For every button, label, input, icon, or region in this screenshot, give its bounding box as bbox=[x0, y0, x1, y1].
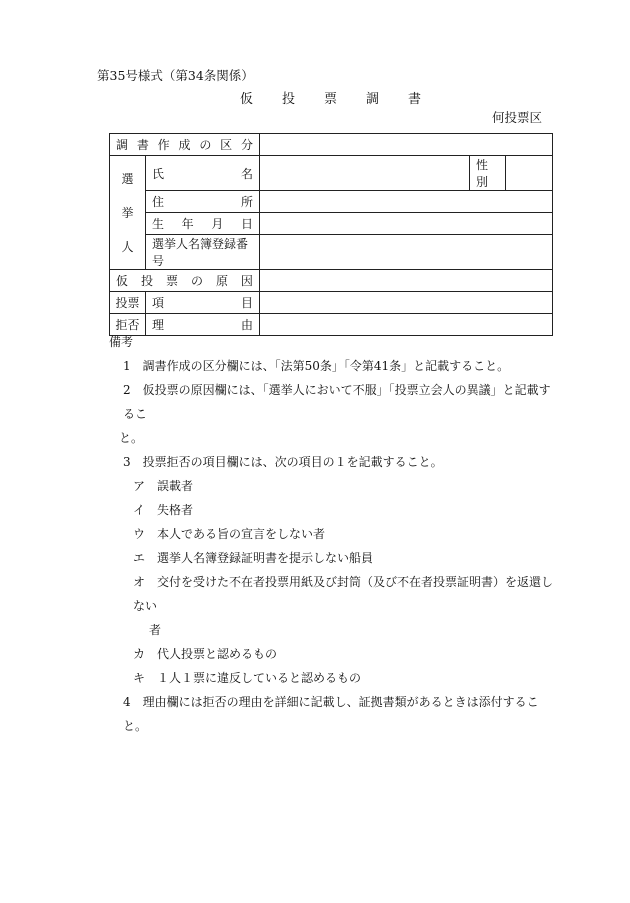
notes-heading: 備考 bbox=[109, 335, 134, 349]
label-genin: 仮 投 票 の 原 因 bbox=[110, 270, 260, 292]
notes-section bbox=[109, 330, 559, 738]
district-label: 何投票区 bbox=[491, 110, 542, 125]
label-riyu: 理 由 bbox=[146, 314, 260, 336]
field-seinengappi[interactable] bbox=[260, 213, 553, 235]
note-2-cont: と。 bbox=[119, 431, 144, 445]
document-title: 仮 投 票 調 書 bbox=[240, 92, 422, 107]
note-3-ka: カ 代人投票と認めるもの bbox=[133, 647, 278, 661]
field-shimei[interactable] bbox=[260, 156, 470, 191]
label-kubun: 調 書 作 成 の 区 分 bbox=[110, 134, 260, 156]
field-komoku[interactable] bbox=[260, 292, 553, 314]
label-bango: 選挙人名簿登録番号 bbox=[146, 235, 260, 270]
field-jusho[interactable] bbox=[260, 191, 553, 213]
note-3-e: エ 選挙人名簿登録証明書を提示しない船員 bbox=[133, 551, 374, 565]
note-3-i: イ 失格者 bbox=[133, 503, 194, 517]
note-3-o: オ 交付を受けた不在者投票用紙及び封筒（及び不在者投票証明書）を返還しない bbox=[133, 575, 554, 613]
label-seinengappi: 生 年 月 日 bbox=[146, 213, 260, 235]
field-kubun[interactable] bbox=[260, 134, 553, 156]
note-3-o-cont: 者 bbox=[149, 623, 162, 637]
note-4: 4 理由欄には拒否の理由を詳細に記載し、証拠書類があるときは添付すること。 bbox=[123, 695, 539, 733]
note-1: 1 調書作成の区分欄には、「法第50条」「令第41条」と記載すること。 bbox=[123, 359, 510, 373]
label-kyohi: 拒否 bbox=[110, 314, 146, 336]
note-3-ki: キ １人１票に違反していると認めるもの bbox=[133, 671, 362, 685]
label-seibetsu: 性別 bbox=[470, 156, 506, 191]
form-table bbox=[109, 133, 553, 336]
field-genin[interactable] bbox=[260, 270, 553, 292]
label-senkyonin: 選 挙 人 bbox=[110, 156, 146, 270]
note-3-a: ア 誤載者 bbox=[133, 479, 194, 493]
form-number: 第35号様式（第34条関係） bbox=[97, 68, 254, 83]
note-2: 2 仮投票の原因欄には、「選挙人において不服」「投票立会人の異議」と記載するこ bbox=[123, 383, 551, 421]
label-tohyo: 投票 bbox=[110, 292, 146, 314]
note-3: 3 投票拒否の項目欄には、次の項目の１を記載すること。 bbox=[123, 455, 443, 469]
label-komoku: 項 目 bbox=[146, 292, 260, 314]
field-seibetsu[interactable] bbox=[506, 156, 553, 191]
note-3-u: ウ 本人である旨の宣言をしない者 bbox=[133, 527, 326, 541]
field-bango[interactable] bbox=[260, 235, 553, 270]
label-jusho: 住 所 bbox=[146, 191, 260, 213]
label-shimei: 氏 名 bbox=[146, 156, 260, 191]
